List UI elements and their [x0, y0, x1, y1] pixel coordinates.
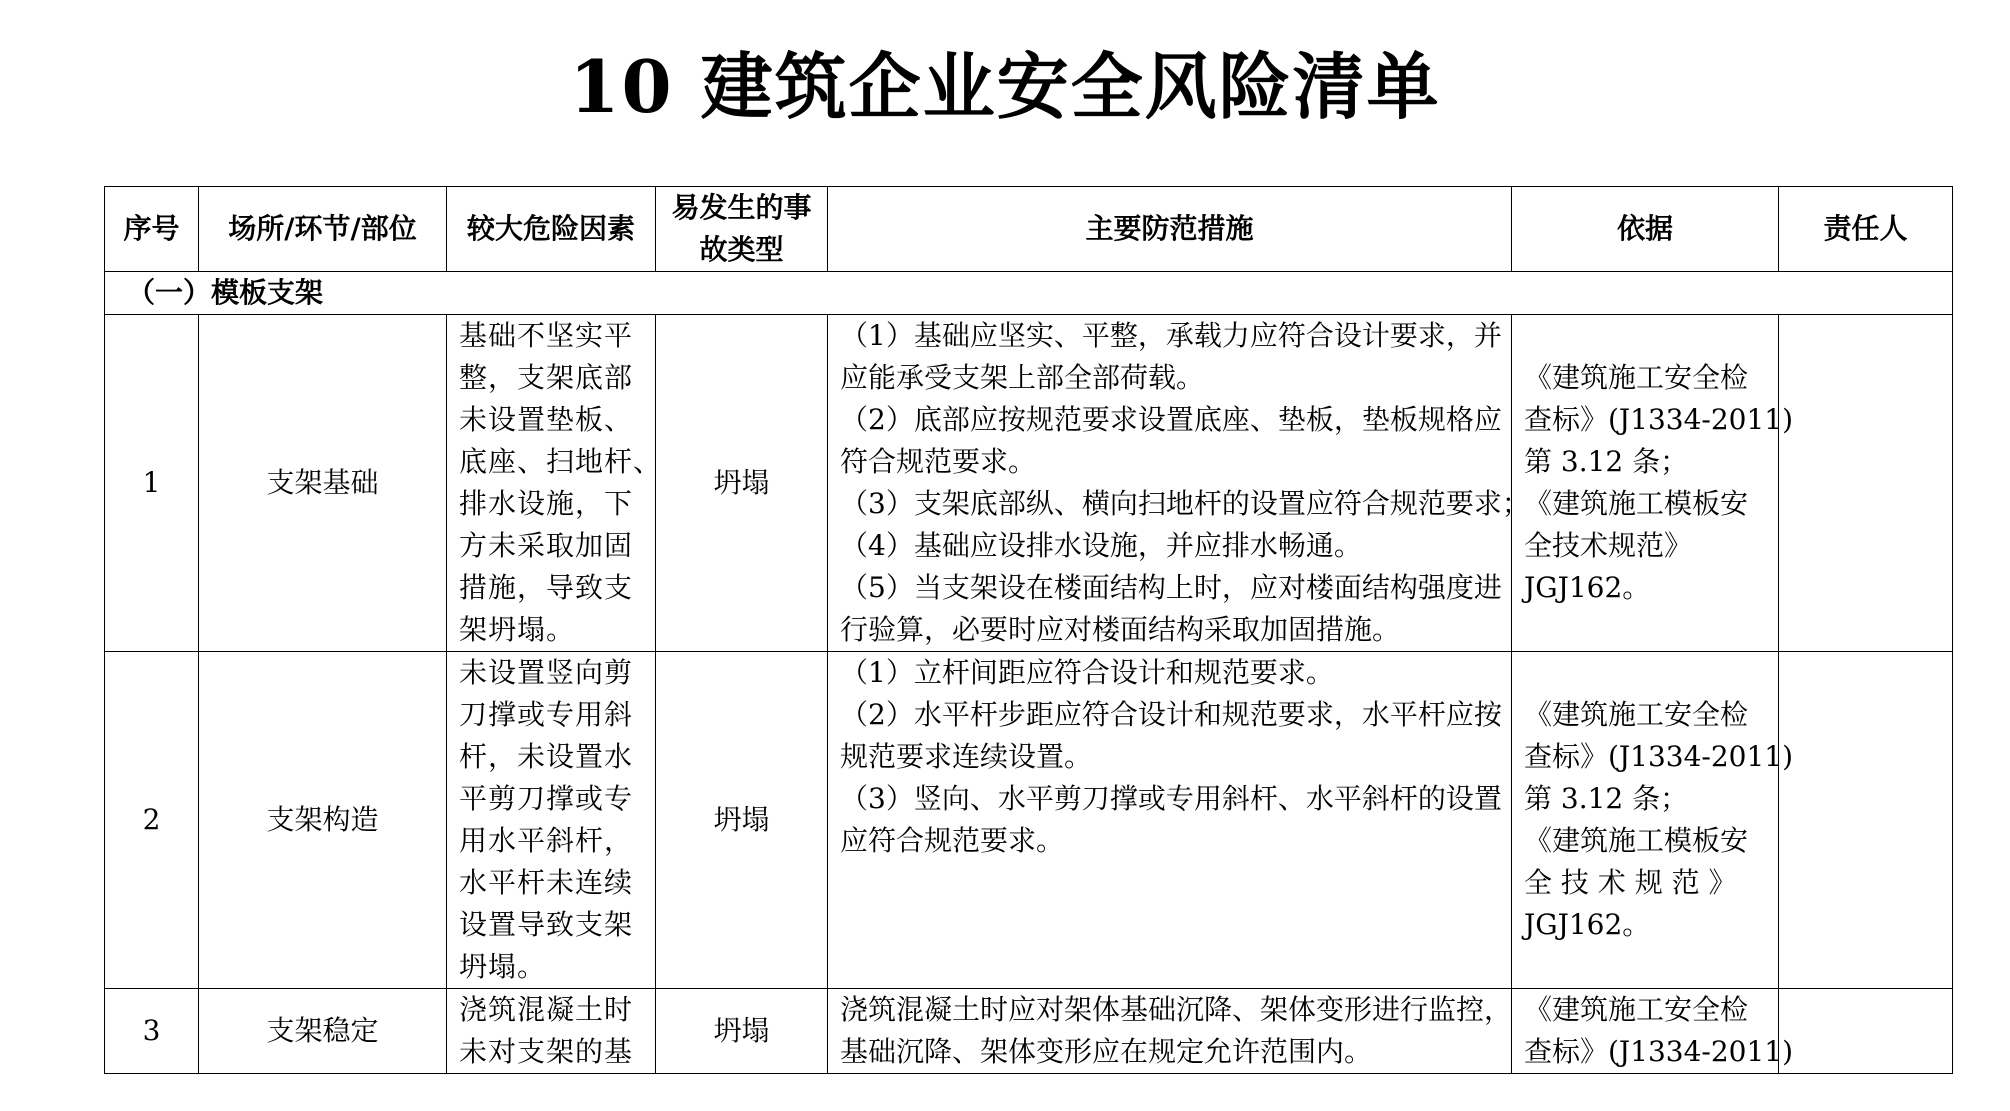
row-no: 2 — [105, 652, 199, 989]
header-hazard: 较大危险因素 — [447, 187, 656, 272]
basis-line: 全 技 术 规 范 》 — [1524, 866, 1737, 899]
header-accident-type — [656, 187, 828, 272]
basis-line: 《建筑施工模板安 — [1524, 487, 1749, 520]
header-accident-line: 易发生的事 — [671, 191, 812, 224]
row-responsible — [1779, 989, 1953, 1074]
measure-line: 符合规范要求。 — [840, 445, 1037, 478]
row-hazard — [447, 652, 656, 989]
measure-line: 基础沉降、架体变形应在规定允许范围内。 — [840, 1035, 1373, 1068]
hazard-line: 用水平斜杆， — [459, 824, 634, 857]
row-basis — [1512, 652, 1794, 989]
measure-line: 规范要求连续设置。 — [840, 740, 1093, 773]
row-hazard — [447, 989, 656, 1074]
header-accident-line: 故类型 — [699, 233, 784, 266]
row-hazard — [447, 315, 663, 652]
row-accident-type: 坍塌 — [656, 989, 828, 1074]
measure-line: 应能承受支架上部全部荷载。 — [840, 361, 1205, 394]
row-responsible — [1779, 315, 1953, 652]
basis-line: 查标》(J1334-2011) — [1524, 1035, 1794, 1068]
basis-line: 《建筑施工安全检 — [1524, 361, 1749, 394]
basis-line: 全技术规范》 — [1524, 529, 1693, 562]
hazard-line: 排水设施，下 — [459, 487, 634, 520]
hazard-line: 水平杆未连续 — [459, 866, 634, 899]
row-location: 支架基础 — [199, 315, 447, 652]
basis-line: 第 3.12 条； — [1524, 782, 1689, 815]
row-accident-type: 坍塌 — [656, 652, 828, 989]
row-no: 1 — [105, 315, 199, 652]
hazard-line: 坍塌。 — [459, 950, 547, 983]
measure-line: （5）当支架设在楼面结构上时，应对楼面结构强度进 — [840, 571, 1502, 604]
hazard-line: 未设置垫板、 — [459, 403, 634, 436]
header-no: 序号 — [105, 187, 199, 272]
header-responsible: 责任人 — [1779, 187, 1953, 272]
basis-line: 《建筑施工模板安 — [1524, 824, 1749, 857]
measure-line: 应符合规范要求。 — [840, 824, 1065, 857]
table-row — [105, 315, 1953, 652]
header-basis: 依据 — [1512, 187, 1779, 272]
row-no: 3 — [105, 989, 199, 1074]
hazard-line: 整，支架底部 — [459, 361, 634, 394]
hazard-line: 未对支架的基 — [459, 1035, 634, 1068]
section-title: （一）模板支架 — [105, 272, 1953, 315]
table-header-row — [105, 187, 1953, 272]
hazard-line: 措施，导致支 — [459, 571, 634, 604]
row-measures — [828, 989, 1512, 1074]
hazard-line: 杆，未设置水 — [459, 740, 634, 773]
table-row — [105, 989, 1953, 1074]
row-accident-type: 坍塌 — [656, 315, 828, 652]
row-basis — [1512, 989, 1794, 1074]
measure-line: （2）水平杆步距应符合设计和规范要求，水平杆应按 — [840, 698, 1502, 731]
measure-line: （1）立杆间距应符合设计和规范要求。 — [840, 656, 1334, 689]
hazard-line: 方未采取加固 — [459, 529, 634, 562]
basis-line: 《建筑施工安全检 — [1524, 698, 1749, 731]
measure-line: （3）竖向、水平剪刀撑或专用斜杆、水平斜杆的设置 — [840, 782, 1502, 815]
hazard-line: 底座、扫地杆、 — [459, 445, 663, 478]
header-measures: 主要防范措施 — [828, 187, 1512, 272]
hazard-line: 架坍塌。 — [459, 613, 576, 646]
row-basis — [1512, 315, 1794, 652]
measure-line: （4）基础应设排水设施，并应排水畅通。 — [840, 529, 1362, 562]
basis-line: 查标》(J1334-2011) — [1524, 403, 1794, 436]
basis-line: JGJ162。 — [1524, 571, 1651, 604]
basis-line: 第 3.12 条； — [1524, 445, 1689, 478]
table-row — [105, 652, 1953, 989]
measure-line: 浇筑混凝土时应对架体基础沉降、架体变形进行监控， — [840, 993, 1513, 1026]
row-measures — [828, 652, 1512, 989]
document-title: 10 建筑企业安全风险清单 — [569, 44, 1441, 129]
row-location: 支架构造 — [199, 652, 447, 989]
hazard-line: 平剪刀撑或专 — [459, 782, 634, 815]
hazard-line: 未设置竖向剪 — [459, 656, 634, 689]
measure-line: （3）支架底部纵、横向扫地杆的设置应符合规范要求； — [840, 487, 1530, 520]
hazard-line: 刀撑或专用斜 — [459, 698, 634, 731]
row-location: 支架稳定 — [199, 989, 447, 1074]
risk-table — [104, 186, 1953, 1074]
hazard-line: 浇筑混凝土时 — [459, 993, 634, 1026]
header-location: 场所/环节/部位 — [199, 187, 447, 272]
measure-line: 行验算，必要时应对楼面结构采取加固措施。 — [840, 613, 1401, 646]
row-measures — [828, 315, 1530, 652]
row-responsible — [1779, 652, 1953, 989]
basis-line: JGJ162。 — [1524, 908, 1651, 941]
hazard-line: 基础不坚实平 — [459, 319, 634, 352]
measure-line: （2）底部应按规范要求设置底座、垫板，垫板规格应 — [840, 403, 1502, 436]
hazard-line: 设置导致支架 — [459, 908, 634, 941]
section-row — [105, 272, 1953, 315]
basis-line: 查标》(J1334-2011) — [1524, 740, 1794, 773]
basis-line: 《建筑施工安全检 — [1524, 993, 1749, 1026]
measure-line: （1）基础应坚实、平整，承载力应符合设计要求，并 — [840, 319, 1502, 352]
